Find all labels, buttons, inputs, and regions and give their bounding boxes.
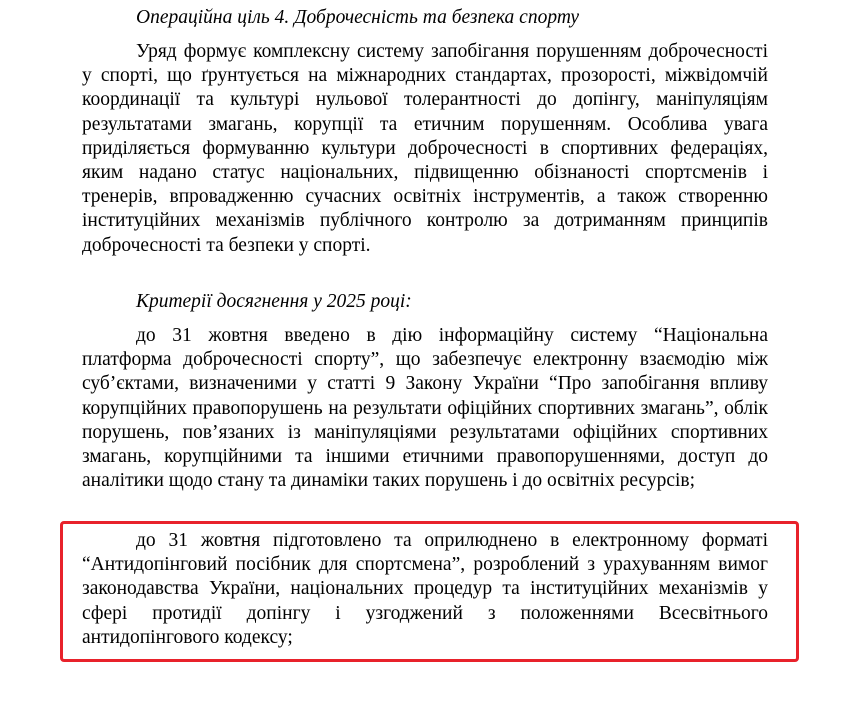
criteria-item: до 31 жовтня введено в дію інформаційну систему “Національна платформа доброчесності спорту”, що забезпечує електронну взаємодію між суб’єктами, визначеними у статті 9 Закону України “Про запобігання впливу корупційних правопорушень на результати офіційних спортивних змагань”, облік порушень, пов’язаних із маніпуляціями результатами офіційних спортивних змагань, корупційними та іншими етичними правопорушеннями, доступ до аналітики щодо стану та динаміки таких порушень і до освітніх ресурсів; (82, 325, 768, 492)
section-heading: Операційна ціль 4. Доброчесність та безпека спорту (136, 7, 580, 28)
criteria-heading: Критерії досягнення у 2025 році: (136, 291, 412, 312)
intro-paragraph: Уряд формує комплексну систему запобігання порушенням доброчесності у спорті, що ґрунтується на міжнародних стандартах, прозорості, міжвідомчій координації та культурі нульової толерантності до допінгу, маніпуляціям результатами змагань, корупції та етичним порушенням. Особлива увага приділяється формуванню культури доброчесності в спортивних федераціях, яким надано статус національних, підвищенню обізнаності спортсменів і тренерів, впровадженню сучасних освітніх інструментів, а також створенню інституційних механізмів публічного контролю за дотриманням принципів доброчесності та безпеки у спорті. (82, 41, 768, 256)
highlight-box (60, 521, 799, 662)
criteria-item-highlighted: до 31 жовтня підготовлено та оприлюднено в електронному форматі “Антидопінговий посібник для спортсмена”, розроблений з урахуванням вимог законодавства України, національних процедур та інституційних механізмів у сфері протидії допінгу і узгоджений з положеннями Всесвітнього антидопінгового кодексу; (82, 530, 768, 648)
